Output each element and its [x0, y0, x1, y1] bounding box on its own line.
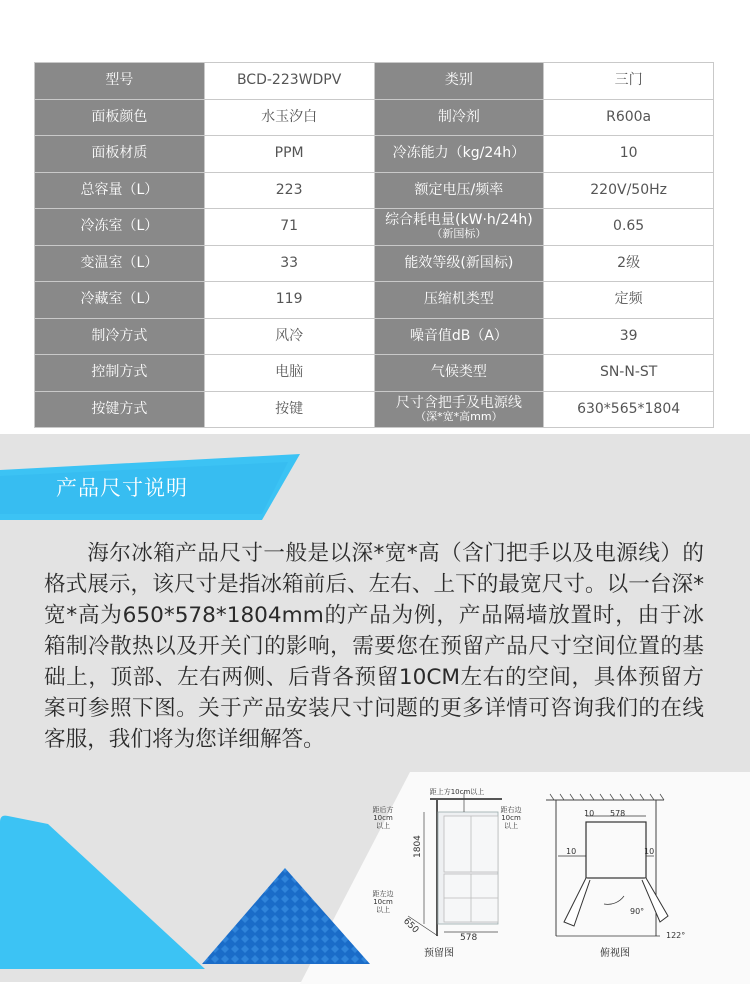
spec-key: 控制方式	[35, 355, 205, 392]
spec-key: 冷冻能力（kg/24h）	[374, 136, 544, 173]
spec-value: R600a	[544, 99, 714, 136]
spec-value: 2级	[544, 245, 714, 282]
spec-key-note: （深*宽*高mm）	[415, 409, 503, 423]
spec-row	[35, 282, 714, 319]
open-angle-label: 122°	[666, 931, 686, 940]
spec-key: 气候类型	[374, 355, 544, 392]
spec-value: 10	[544, 136, 714, 173]
back-clearance-label: 距后方 10cm 以上	[372, 806, 394, 830]
spec-row	[35, 99, 714, 136]
spec-key: 额定电压/频率	[374, 172, 544, 209]
spec-key: 尺寸含把手及电源线 （深*宽*高mm）	[374, 391, 544, 428]
spec-key: 噪音值dB（A）	[374, 318, 544, 355]
spec-value: 按键	[204, 391, 374, 428]
spec-key: 总容量（L）	[35, 172, 205, 209]
spec-value: 风冷	[204, 318, 374, 355]
spec-key: 面板颜色	[35, 99, 205, 136]
spec-key: 压缩机类型	[374, 282, 544, 319]
size-description: 海尔冰箱产品尺寸一般是以深*宽*高（含门把手以及电源线）的格式展示，该尺寸是指冰箱前后、左右、上下的最宽尺寸。以一台深*宽*高为650*578*1804mm的产品为例，产品隔墙放置时，由于冰箱制冷散热以及开关门的影响，需要您在预留产品尺寸空间位置的基础上，顶部、左右两侧、后背各预留10CM左右的空间，具体预留方案可参照下图。关于产品安装尺寸问题的更多详情可咨询我们的在线客服，我们将为您详细解答。	[44, 541, 704, 752]
plan-back-label: 10	[584, 809, 595, 818]
spec-value: 0.65	[544, 209, 714, 246]
spec-value: 71	[204, 209, 374, 246]
plan-right-label: 10	[644, 847, 655, 856]
spec-value: 水玉汐白	[204, 99, 374, 136]
spec-value: 630*565*1804	[544, 391, 714, 428]
spec-value: 119	[204, 282, 374, 319]
spec-key: 冷冻室（L）	[35, 209, 205, 246]
spec-row	[35, 355, 714, 392]
spec-value: 定频	[544, 282, 714, 319]
spec-key: 面板材质	[35, 136, 205, 173]
spec-key: 制冷方式	[35, 318, 205, 355]
spec-key: 能效等级(新国标)	[374, 245, 544, 282]
spec-key: 冷藏室（L）	[35, 282, 205, 319]
top-view-caption: 俯视图	[600, 948, 630, 959]
reserved-caption: 预留图	[424, 948, 454, 959]
diagram-drawing	[368, 786, 700, 962]
spec-key: 型号	[35, 63, 205, 100]
spec-value: 三门	[544, 63, 714, 100]
installation-diagram	[368, 786, 700, 962]
right-clearance-label: 距右边 10cm 以上	[500, 806, 522, 830]
spec-value: 220V/50Hz	[544, 172, 714, 209]
spec-key: 制冷剂	[374, 99, 544, 136]
spec-value: SN-N-ST	[544, 355, 714, 392]
section-title: 产品尺寸说明	[56, 476, 188, 500]
spec-value: PPM	[204, 136, 374, 173]
spec-value: BCD-223WDPV	[204, 63, 374, 100]
spec-key: 变温室（L）	[35, 245, 205, 282]
left-clearance-label: 距左边 10cm 以上	[372, 890, 394, 914]
plan-left-label: 10	[566, 847, 577, 856]
spec-row	[35, 318, 714, 355]
spec-key: 类别	[374, 63, 544, 100]
spec-key: 按键方式	[35, 391, 205, 428]
spec-row	[35, 391, 714, 428]
spec-row	[35, 245, 714, 282]
spec-value: 223	[204, 172, 374, 209]
spec-row	[35, 172, 714, 209]
spec-value: 电脑	[204, 355, 374, 392]
door-angle-label: 90°	[630, 907, 645, 916]
spec-key-note: （新国标）	[431, 227, 487, 241]
spec-table	[34, 62, 714, 428]
height-dimension: 1804	[413, 835, 423, 858]
spec-row	[35, 209, 714, 246]
spec-value: 39	[544, 318, 714, 355]
plan-width-label: 578	[610, 809, 626, 818]
depth-dimension: 650	[400, 916, 421, 936]
spec-row	[35, 63, 714, 100]
width-dimension: 578	[460, 933, 478, 943]
spec-value: 33	[204, 245, 374, 282]
spec-row	[35, 136, 714, 173]
spec-key: 综合耗电量(kW·h/24h) （新国标）	[374, 209, 544, 246]
top-clearance-label: 距上方10cm以上	[429, 788, 485, 796]
